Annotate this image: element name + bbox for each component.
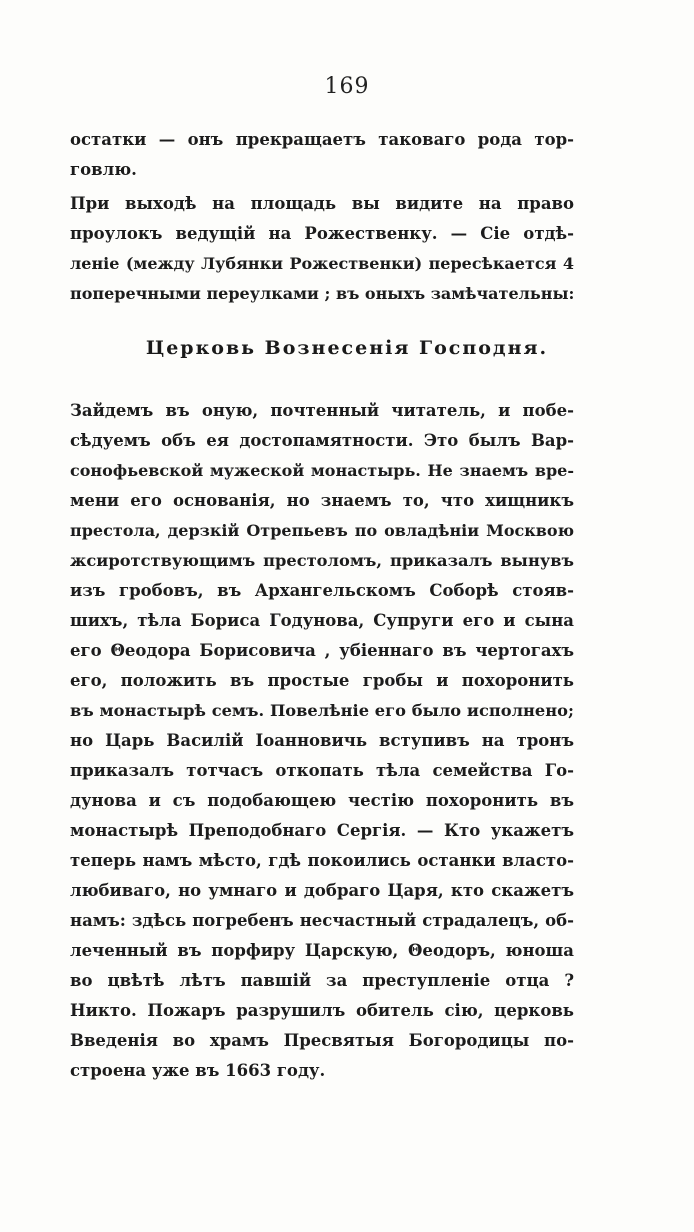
text-line: но Царь Василій Іоанновичь вступивъ на тронъ	[70, 731, 574, 750]
text-line: жсиротствующимъ престоломъ, приказалъ вынувъ	[70, 551, 574, 570]
text-line: сонофьевской мужеской монастырь. Не знаемъ вре-	[70, 461, 574, 480]
text-line: приказалъ тотчасъ откопать тѣла семейства Го-	[70, 761, 574, 780]
text-line: Никто. Пожаръ разрушилъ обитель сію, церковь	[70, 1001, 574, 1020]
text-line: мени его основанія, но знаемъ то, что хищникъ	[70, 491, 574, 510]
text-line: монастырѣ Преподобнаго Сергія. — Кто укажетъ	[70, 821, 574, 840]
text-line: проулокъ ведущій на Рожественку. — Сіе отдѣ-	[70, 224, 574, 243]
text-line: во цвѣтѣ лѣтъ павшій за преступленіе отца ?	[70, 971, 574, 990]
text-line: Зайдемъ въ оную, почтенный читатель, и побе-	[70, 401, 574, 420]
text-line: При выходѣ на площадь вы видите на право	[70, 194, 574, 213]
paragraph-1	[70, 125, 574, 185]
text-line: остатки — онъ прекращаетъ таковаго рода тор-	[70, 130, 574, 149]
section-heading: Церковь Вознесенія Господня.	[145, 337, 549, 359]
text-line: дунова и съ подобающею честію похоронить въ	[70, 791, 574, 810]
text-line: его, положить въ простые гробы и похоронить	[70, 671, 574, 690]
text-line: въ монастырѣ семъ. Повелѣніе его было исполнено;	[70, 701, 574, 720]
text-line: поперечными переулками ; въ оныхъ замѣчательны:	[70, 284, 575, 303]
text-line: сѣдуемъ объ ея достопамятности. Это былъ Вар-	[70, 431, 574, 450]
text-line: леніе (между Лубянки Рожественки) пересѣкается 4	[70, 254, 574, 273]
text-line: Введенія во храмъ Пресвятыя Богородицы по-	[70, 1031, 574, 1050]
text-line: теперь намъ мѣсто, гдѣ покоились останки власто-	[70, 851, 574, 870]
text-line: изъ гробовъ, въ Архангельскомъ Соборѣ стояв-	[70, 581, 574, 600]
text-line: любиваго, но умнаго и добраго Царя, кто скажетъ	[70, 881, 574, 900]
text-line: его Θеодора Борисовича , убіеннаго въ чертогахъ	[70, 641, 574, 660]
paragraph-2	[70, 189, 574, 309]
text-line: престола, дерзкій Отрепьевъ по овладѣніи Москвою	[70, 521, 574, 540]
text-line: строена уже въ 1663 году.	[70, 1061, 326, 1080]
paragraph-3	[70, 396, 574, 1086]
text-line: шихъ, тѣла Бориса Годунова, Супруги его и сына	[70, 611, 574, 630]
text-line: намъ: здѣсь погребенъ несчастный страдалецъ, об-	[70, 911, 574, 930]
page-number: 169	[324, 74, 370, 99]
text-line: говлю.	[70, 160, 137, 179]
text-line: леченный въ порфиру Царскую, Θеодоръ, юноша	[70, 941, 574, 960]
